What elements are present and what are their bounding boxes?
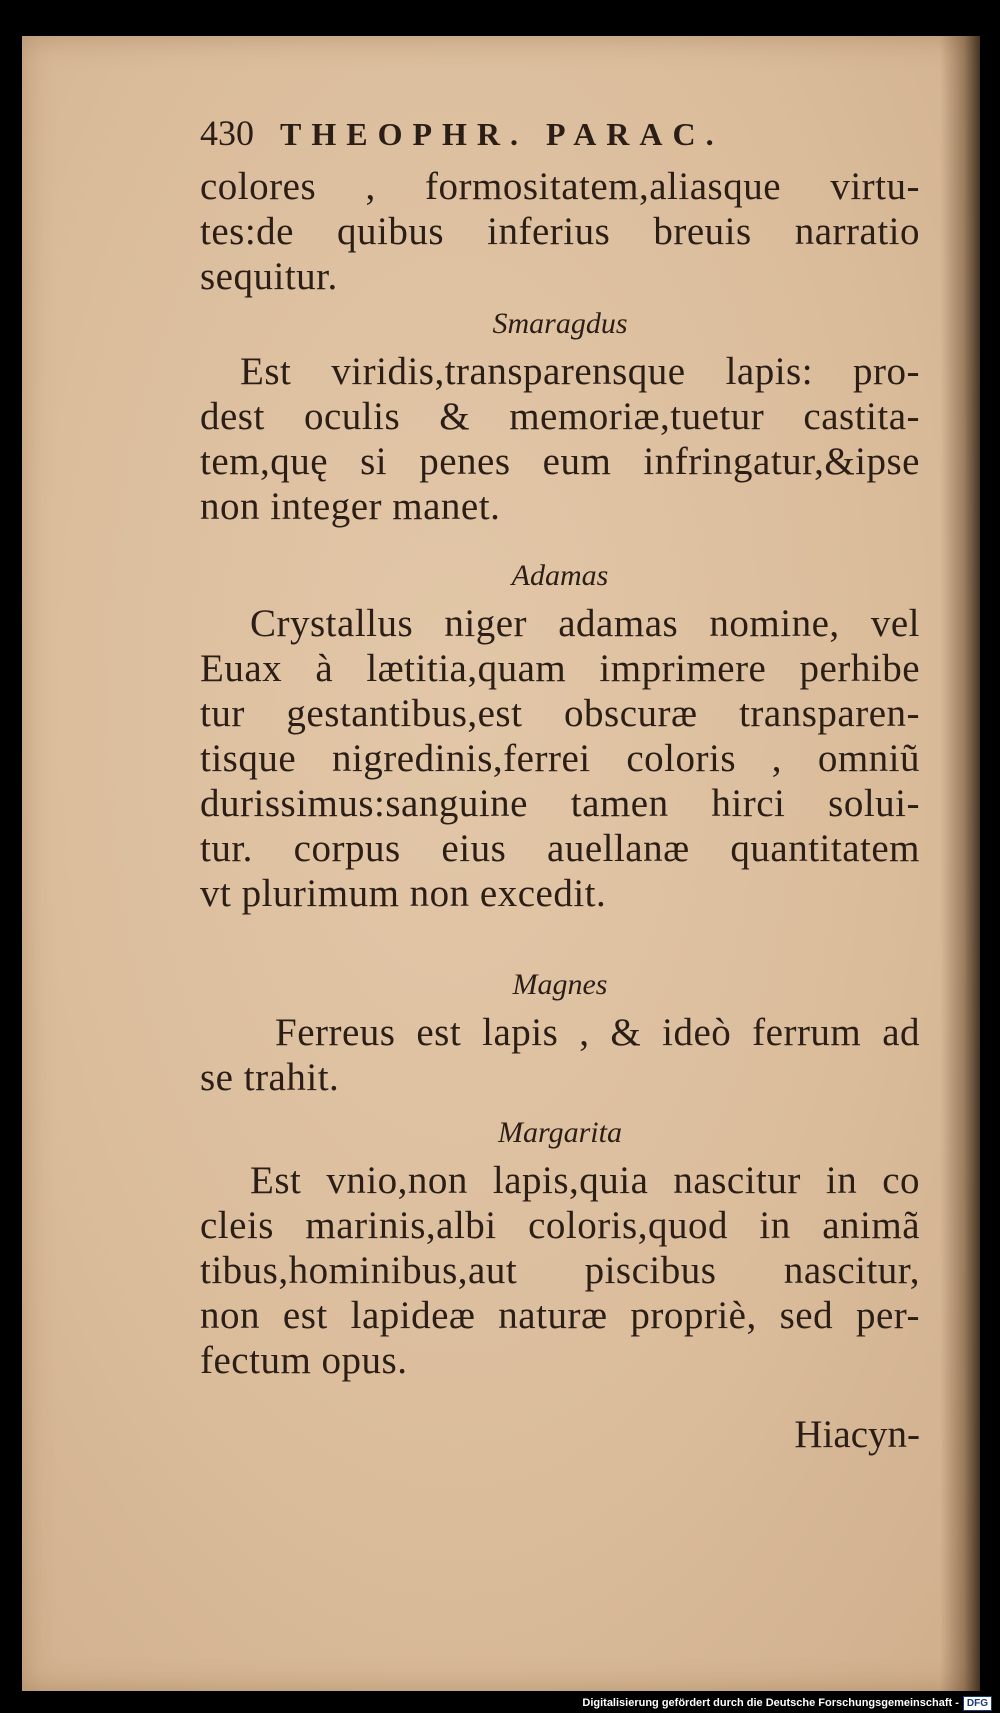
- dfg-logo: DFG: [963, 1696, 992, 1711]
- text-line: vt plurimum non excedit.: [200, 872, 607, 915]
- page-number: 430: [200, 113, 254, 153]
- running-header: [200, 112, 920, 164]
- text-line: se trahit.: [200, 1056, 340, 1099]
- text-line: tur. corpus eius auellanæ quantitatem: [200, 827, 920, 870]
- text-line: colores , formositatem,aliasque virtu-: [200, 165, 920, 208]
- text-line: tisque nigredinis,ferrei coloris , omniũ: [200, 737, 920, 780]
- section-body-adamas: [200, 601, 920, 916]
- text-line: fectum opus.: [200, 1339, 408, 1382]
- text-line: dest oculis & memoriæ,tuetur castita-: [200, 395, 920, 438]
- text-line: non est lapideæ naturæ propriè, sed per-: [200, 1294, 920, 1337]
- catchword: Hiacyn-: [794, 1413, 920, 1456]
- text-line: tibus,hominibus,aut piscibus nascitur,: [200, 1249, 920, 1292]
- text-line: tem,quę si penes eum infringatur,&ipse: [200, 440, 920, 483]
- digitization-credit: [582, 1695, 992, 1711]
- section-heading-smaragdus: Smaragdus: [492, 307, 628, 340]
- text-line: Ferreus est lapis , & ideò ferrum ad: [275, 1011, 920, 1054]
- section-heading-margarita: Margarita: [498, 1116, 622, 1149]
- text-line: sequitur.: [200, 255, 338, 298]
- page-text: [200, 112, 920, 1459]
- text-line: Est vnio,non lapis,quia nascitur in co: [250, 1159, 920, 1202]
- section-body-magnes: [200, 1010, 920, 1100]
- text-line: non integer manet.: [200, 485, 501, 528]
- section-body-smaragdus: [200, 349, 920, 529]
- running-title: THEOPHR. PARAC.: [280, 116, 724, 152]
- section-heading-adamas: Adamas: [511, 559, 609, 592]
- text-line: durissimus:sanguine tamen hirci solui-: [200, 782, 920, 825]
- text-line: Euax à lætitia,quam imprimere perhibe: [200, 647, 920, 690]
- text-line: Est viridis,transparensque lapis: pro-: [240, 350, 920, 393]
- credit-text: Digitalisierung gefördert durch die Deutsche Forschungsgemeinschaft -: [582, 1697, 959, 1709]
- text-line: Crystallus niger adamas nomine, vel: [250, 602, 920, 645]
- intro-paragraph: [200, 164, 920, 299]
- page-edge-shadow: [940, 36, 980, 1691]
- section-heading-magnes: Magnes: [512, 968, 608, 1001]
- text-line: tur gestantibus,est obscuræ transparen-: [200, 692, 920, 735]
- text-line: cleis marinis,albi coloris,quod in animã: [200, 1204, 920, 1247]
- section-body-margarita: [200, 1158, 920, 1383]
- text-line: tes:de quibus inferius breuis narratio: [200, 210, 920, 253]
